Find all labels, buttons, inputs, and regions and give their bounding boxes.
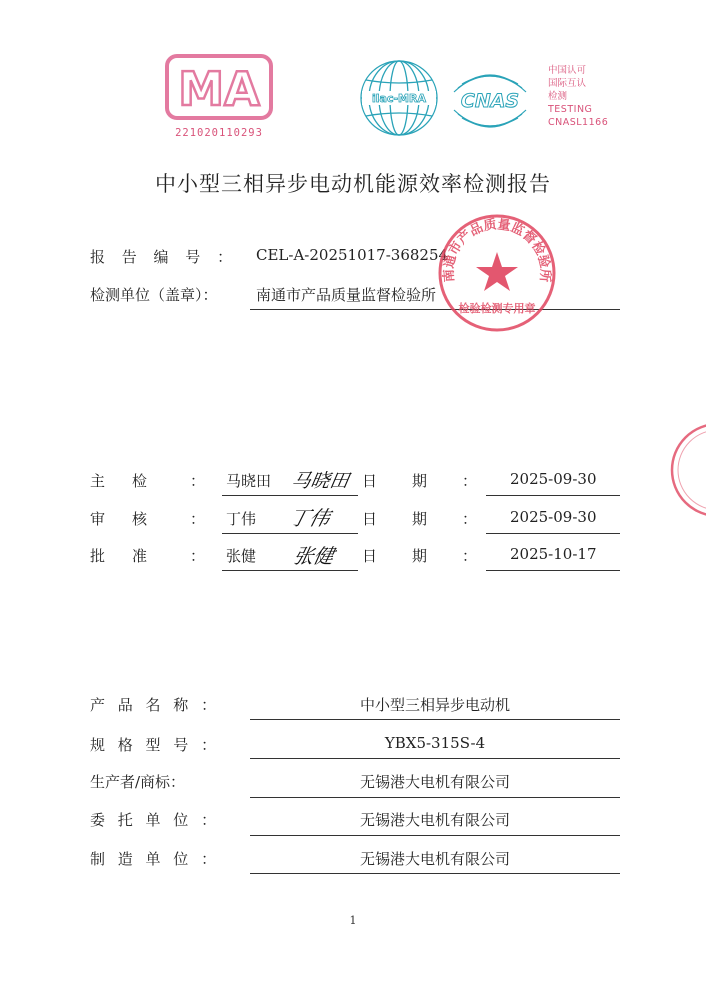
ma-number: 221020110293	[175, 127, 263, 139]
colon: ：	[190, 510, 206, 528]
official-seal	[436, 212, 558, 334]
page-number: 1	[349, 914, 357, 927]
colon: ：	[462, 510, 478, 528]
cnas-side-text	[548, 64, 638, 129]
testing-unit-value: 南通市产品质量监督检验所	[256, 286, 437, 304]
role-char: 检	[132, 472, 148, 490]
date-label-char: 期	[412, 472, 428, 490]
report-number-label: 报 告 编 号 ：	[90, 248, 239, 266]
signer-name: 马晓田	[226, 472, 272, 490]
date-underline	[486, 533, 620, 534]
cnas-side-line: 检测	[548, 91, 568, 102]
model-value: YBX5-315S-4	[384, 734, 486, 752]
report-number-value: CEL-A-20251017-368254	[256, 246, 449, 264]
date-label-char: 日	[362, 510, 378, 528]
product-underline	[250, 797, 620, 798]
sign-date: 2025-09-30	[510, 470, 597, 488]
manufacturer-brand-value: 无锡港大电机有限公司	[359, 773, 510, 791]
seal-ring-text: 南通市产品质量监督检验所	[441, 217, 553, 283]
product-name-label: 产 品 名 称 ：	[90, 696, 221, 714]
name-underline	[222, 533, 358, 534]
role-char: 核	[132, 510, 148, 528]
role-char: 主	[90, 472, 106, 490]
sign-date: 2025-10-17	[510, 545, 597, 563]
maker-value: 无锡港大电机有限公司	[359, 850, 510, 868]
handwritten-signature: 马晓田	[289, 470, 351, 492]
handwritten-signature: 张健	[291, 544, 337, 568]
ilac-logo-text: ilac-MRA	[372, 92, 426, 105]
role-char: 批	[90, 547, 106, 565]
testing-unit-label: 检测单位（盖章）：	[90, 286, 218, 304]
date-label-char: 日	[362, 547, 378, 565]
colon: ：	[190, 472, 206, 490]
signer-name: 张健	[226, 547, 257, 565]
cnas-side-line: 国际互认	[548, 78, 587, 89]
product-underline	[250, 873, 620, 874]
signer-name: 丁伟	[226, 510, 257, 528]
seal-bottom-text: 检验检测专用章	[458, 302, 536, 315]
date-label-char: 期	[412, 547, 428, 565]
colon: ：	[190, 547, 206, 565]
date-label-char: 日	[362, 472, 378, 490]
product-underline	[250, 719, 620, 720]
cma-logo	[163, 50, 275, 142]
role-char: 准	[132, 547, 148, 565]
ma-logo-text: MA	[178, 62, 260, 116]
cnas-logo-text: CNAS	[460, 90, 520, 112]
edge-seal	[668, 420, 706, 520]
seal-star-icon	[476, 252, 518, 291]
product-name-value: 中小型三相异步电动机	[359, 696, 510, 714]
date-underline	[486, 570, 620, 571]
role-char: 审	[90, 510, 106, 528]
sign-date: 2025-09-30	[510, 508, 597, 526]
colon: ：	[462, 472, 478, 490]
client-value: 无锡港大电机有限公司	[359, 811, 510, 829]
client-label: 委 托 单 位 ：	[90, 811, 221, 829]
manufacturer-brand-label: 生产者/商标：	[90, 773, 186, 791]
date-underline	[486, 495, 620, 496]
cnas-side-line: TESTING	[548, 104, 593, 115]
product-underline	[250, 758, 620, 759]
cnas-side-line: CNASL1166	[548, 117, 609, 128]
name-underline	[222, 570, 358, 571]
maker-label: 制 造 单 位 ：	[90, 850, 221, 868]
model-label: 规 格 型 号 ：	[90, 736, 221, 754]
colon: ：	[462, 547, 478, 565]
handwritten-signature: 丁伟	[286, 506, 333, 530]
cnas-logo	[448, 62, 532, 136]
name-underline	[222, 495, 358, 496]
ilac-mra-logo	[358, 58, 440, 138]
product-underline	[250, 835, 620, 836]
report-title: 中小型三相异步电动机能源效率检测报告	[155, 172, 551, 196]
testing-unit-underline	[250, 309, 620, 310]
date-label-char: 期	[412, 510, 428, 528]
cnas-side-line: 中国认可	[548, 65, 587, 76]
